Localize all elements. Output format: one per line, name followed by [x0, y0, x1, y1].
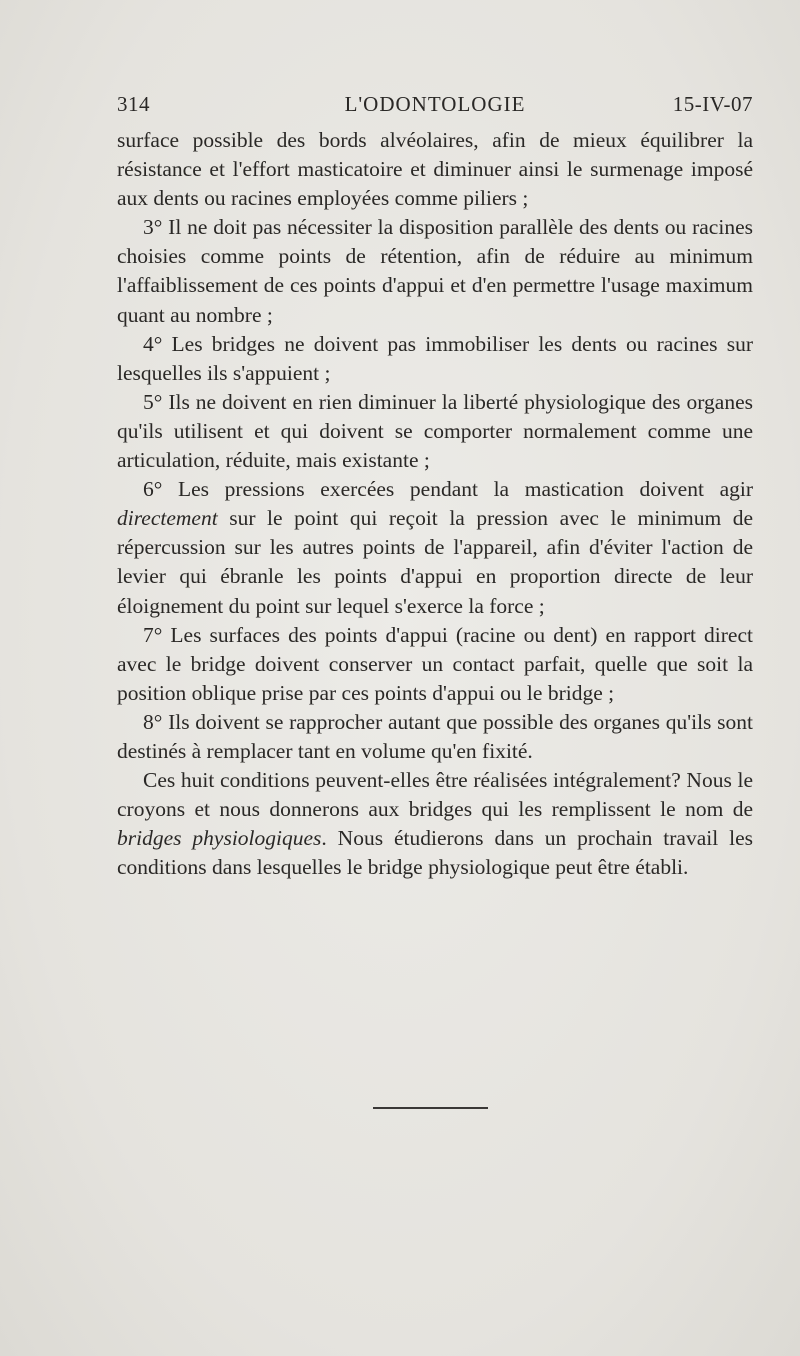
paragraph [117, 621, 753, 708]
issue-date: 15-IV-07 [672, 92, 753, 116]
paragraph-text: surface possible des bords alvéolaires, afin de mieux équilibrer la résistance et l'effort masticatoire et diminuer ainsi le surmenage imposé aux dents ou racines employées comme piliers ; [117, 128, 753, 211]
paragraph [117, 475, 753, 620]
paragraph [117, 708, 753, 766]
italic-text: directement [117, 506, 218, 531]
paragraph-text: sur le point qui reçoit la pression avec le minimum de répercussion sur les autres points de l'appareil, afin d'éviter l'action de levier qui ébranle les points d'appui en proportion directe de leur éloignement du point sur lequel s'exerce la force ; [117, 506, 753, 618]
paragraph [117, 388, 753, 475]
closing-rule [373, 1107, 488, 1109]
running-header [117, 92, 753, 126]
paragraph-text: Ces huit conditions peuvent-elles être réalisées intégralement? Nous le croyons et nous donnerons aux bridges qui les remplissent le nom de [117, 768, 753, 822]
journal-title: L'ODONTOLOGIE [344, 92, 526, 116]
paragraph [117, 126, 753, 213]
paragraph-text: 6° Les pressions exercées pendant la mastication doivent agir [143, 477, 753, 502]
paragraph-text: 4° Les bridges ne doivent pas immobiliser les dents ou racines sur lesquelles ils s'appuient ; [117, 331, 753, 385]
paragraph [117, 766, 753, 882]
paragraph-text: 5° Ils ne doivent en rien diminuer la liberté physiologique des organes qu'ils utilisent et qui doivent se comporter normalement comme une articulation, réduite, mais existante ; [117, 389, 753, 473]
page-number: 314 [117, 92, 150, 116]
paragraph-text: 7° Les surfaces des points d'appui (racine ou dent) en rapport direct avec le bridge doivent conserver un contact parfait, quelle que soit la position oblique prise par ces points d'appui ou le bridge ; [117, 622, 753, 705]
paragraph-text: 8° Ils doivent se rapprocher autant que possible des organes qu'ils sont destinés à remplacer tant en volume qu'en fixité. [117, 709, 753, 763]
paragraph [117, 330, 753, 388]
paragraph-text: . Nous étudierons dans un prochain travail les conditions dans lesquelles le bridge physiologique peut être établi. [117, 826, 753, 880]
italic-text: bridges physiologiques [117, 826, 322, 851]
paragraph [117, 213, 753, 329]
body-text [117, 126, 753, 882]
paragraph-text: 3° Il ne doit pas nécessiter la disposition parallèle des dents ou racines choisies comme points de rétention, afin de réduire au minimum l'affaiblissement de ces points d'appui et d'en permettre l'usage maximum quant au nombre ; [117, 215, 753, 327]
